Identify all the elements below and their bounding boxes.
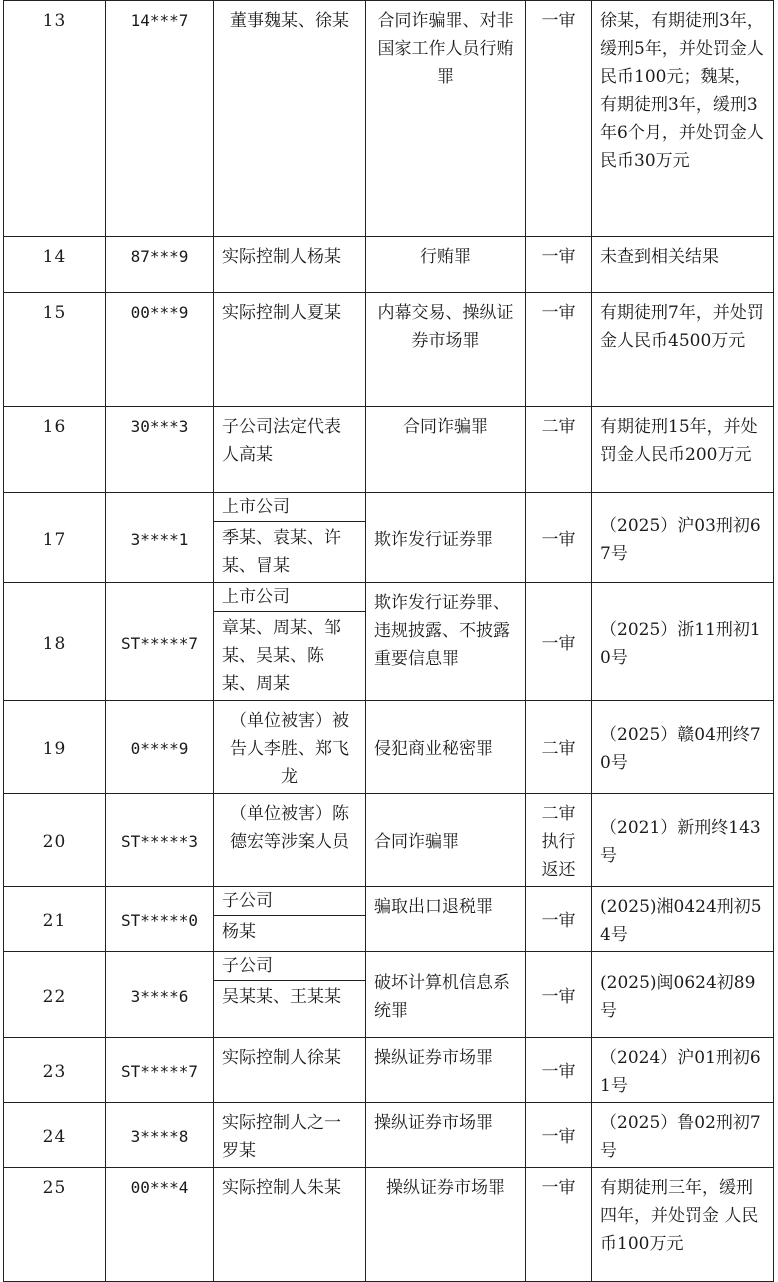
- person-names: 季某、袁某、许某、冒某: [222, 528, 341, 576]
- stock-code: 14***7: [106, 1, 214, 237]
- stock-code: ST*****0: [106, 887, 214, 952]
- table-row: [4, 583, 774, 701]
- stage-cell: 一审: [526, 293, 592, 407]
- row-number: 21: [4, 887, 106, 952]
- row-number: 16: [4, 407, 106, 493]
- person-cell: 董事魏某、徐某: [214, 1, 366, 237]
- row-number: 14: [4, 237, 106, 293]
- person-cell: （单位被害）被告人李胜、郑飞龙: [214, 701, 366, 794]
- stock-code: 0****9: [106, 701, 214, 794]
- stage-cell: 一审: [526, 237, 592, 293]
- charge-cell: 侵犯商业秘密罪: [366, 701, 526, 794]
- stock-code: 00***9: [106, 293, 214, 407]
- stage-cell: 一审: [526, 952, 592, 1038]
- table-row: [4, 293, 774, 407]
- person-names: 杨某: [222, 922, 256, 942]
- charge-cell: 合同诈骗罪、对非国家工作人员行贿罪: [366, 1, 526, 237]
- charge-cell: 合同诈骗罪: [366, 407, 526, 493]
- person-cell: 实际控制人杨某: [214, 237, 366, 293]
- charge-cell: 操纵证券市场罪: [366, 1103, 526, 1168]
- table-row: [4, 794, 774, 887]
- person-entity: 子公司: [214, 952, 365, 981]
- charge-cell: 欺诈发行证券罪、违规披露、不披露重要信息罪: [366, 583, 526, 701]
- row-number: 23: [4, 1038, 106, 1103]
- stage-cell: 二审执行返还: [526, 794, 592, 887]
- result-cell: （2025）浙11刑初10号: [592, 583, 774, 701]
- result-cell: （2025）赣04刑终70号: [592, 701, 774, 794]
- charge-cell: 欺诈发行证券罪: [366, 493, 526, 583]
- table-row: [4, 1168, 774, 1282]
- person-cell: [214, 952, 366, 1038]
- person-cell: [214, 887, 366, 952]
- charge-cell: 操纵证券市场罪: [366, 1038, 526, 1103]
- person-cell: （单位被害）陈德宏等涉案人员: [214, 794, 366, 887]
- table-row: [4, 237, 774, 293]
- person-names: 章某、周某、邹某、吴某、陈某、周某: [222, 618, 341, 694]
- table-row: [4, 1038, 774, 1103]
- row-number: 22: [4, 952, 106, 1038]
- person-cell: 实际控制人之一罗某: [214, 1103, 366, 1168]
- row-number: 24: [4, 1103, 106, 1168]
- result-cell: 有期徒刑15年，并处罚金人民币200万元: [592, 407, 774, 493]
- row-number: 20: [4, 794, 106, 887]
- charge-cell: 骗取出口退税罪: [366, 887, 526, 952]
- row-number: 25: [4, 1168, 106, 1282]
- stage-cell: 一审: [526, 493, 592, 583]
- row-number: 15: [4, 293, 106, 407]
- stock-code: ST*****3: [106, 794, 214, 887]
- row-number: 18: [4, 583, 106, 701]
- result-cell: （2025）鲁02刑初7号: [592, 1103, 774, 1168]
- table-row: [4, 952, 774, 1038]
- stock-code: 3****6: [106, 952, 214, 1038]
- stage-cell: 一审: [526, 1, 592, 237]
- row-number: 17: [4, 493, 106, 583]
- stage-cell: 一审: [526, 1038, 592, 1103]
- person-cell: 子公司法定代表人高某: [214, 407, 366, 493]
- stock-code: 30***3: [106, 407, 214, 493]
- person-entity: 上市公司: [214, 493, 365, 522]
- charge-cell: 行贿罪: [366, 237, 526, 293]
- row-number: 19: [4, 701, 106, 794]
- table-row: [4, 1103, 774, 1168]
- charge-cell: 合同诈骗罪: [366, 794, 526, 887]
- result-cell: (2025)湘0424刑初54号: [592, 887, 774, 952]
- person-entity: 子公司: [214, 887, 365, 916]
- result-cell: 未查到相关结果: [592, 237, 774, 293]
- stage-cell: 二审: [526, 701, 592, 794]
- result-cell: (2025)闽0624初89号: [592, 952, 774, 1038]
- person-cell: [214, 493, 366, 583]
- table-row: [4, 887, 774, 952]
- result-cell: （2025）沪03刑初67号: [592, 493, 774, 583]
- stage-cell: 二审: [526, 407, 592, 493]
- stock-code: 87***9: [106, 237, 214, 293]
- result-cell: 有期徒刑三年，缓刑四年，并处罚金 人民币100万元: [592, 1168, 774, 1282]
- table-row: [4, 493, 774, 583]
- table-row: [4, 1, 774, 237]
- stock-code: 3****1: [106, 493, 214, 583]
- result-cell: 徐某，有期徒刑3年，缓刑5年，并处罚金人民币100元；魏某，有期徒刑3年，缓刑3年6个月，并处罚金人民币30万元: [592, 1, 774, 237]
- stock-code: ST*****7: [106, 583, 214, 701]
- person-entity: 上市公司: [214, 583, 365, 612]
- stage-cell: 一审: [526, 1168, 592, 1282]
- person-cell: 实际控制人徐某: [214, 1038, 366, 1103]
- person-cell: [214, 583, 366, 701]
- stage-cell: 一审: [526, 887, 592, 952]
- result-cell: （2024）沪01刑初61号: [592, 1038, 774, 1103]
- stage-cell: 一审: [526, 583, 592, 701]
- result-cell: 有期徒刑7年，并处罚金人民币4500万元: [592, 293, 774, 407]
- stock-code: 3****8: [106, 1103, 214, 1168]
- person-names: 吴某某、王某某: [222, 987, 341, 1007]
- charge-cell: 操纵证券市场罪: [366, 1168, 526, 1282]
- stock-code: 00***4: [106, 1168, 214, 1282]
- table-row: [4, 407, 774, 493]
- stock-code: ST*****7: [106, 1038, 214, 1103]
- charge-cell: 内幕交易、操纵证券市场罪: [366, 293, 526, 407]
- cases-table: [3, 0, 774, 1282]
- charge-cell: 破坏计算机信息系统罪: [366, 952, 526, 1038]
- person-cell: 实际控制人朱某: [214, 1168, 366, 1282]
- person-cell: 实际控制人夏某: [214, 293, 366, 407]
- stage-cell: 一审: [526, 1103, 592, 1168]
- table-row: [4, 701, 774, 794]
- result-cell: （2021）新刑终143号: [592, 794, 774, 887]
- row-number: 13: [4, 1, 106, 237]
